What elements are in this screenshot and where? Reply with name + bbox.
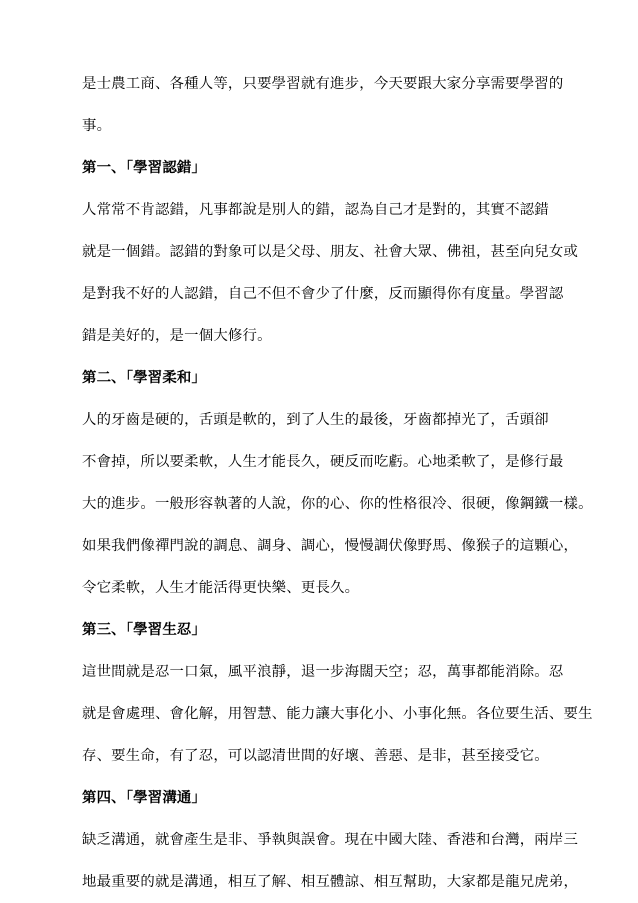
section-4-heading: 第四、「學習溝通」 xyxy=(82,790,207,806)
section-2-line-5: 令它柔軟，人生才能活得更快樂、更長久。 xyxy=(82,580,360,596)
section-4-line-2: 地最重要的就是溝通，相互了解、相互體諒、相互幫助，大家都是龍兄虎弟， xyxy=(82,874,579,890)
intro-line-2: 事。 xyxy=(82,118,112,134)
section-1-line-3: 是對我不好的人認錯，自己不但不會少了什麼，反而顯得你有度量。學習認 xyxy=(82,286,564,302)
section-2-heading: 第二、「學習柔和」 xyxy=(82,370,207,386)
section-3-line-2: 就是會處理、會化解，用智慧、能力讓大事化小、小事化無。各位要生活、要生 xyxy=(82,706,593,722)
section-3-heading: 第三、「學習生忍」 xyxy=(82,622,207,638)
section-3-line-3: 存、要生命，有了忍，可以認清世間的好壞、善惡、是非，甚至接受它。 xyxy=(82,748,549,764)
section-2-line-2: 不會掉，所以要柔軟，人生才能長久，硬反而吃虧。心地柔軟了，是修行最 xyxy=(82,454,564,470)
section-3-line-1: 這世間就是忍一口氣，風平浪靜，退一步海闊天空；忍，萬事都能消除。忍 xyxy=(82,664,564,680)
section-1-line-4: 錯是美好的，是一個大修行。 xyxy=(82,328,272,344)
section-1-heading: 第一、「學習認錯」 xyxy=(82,160,207,176)
section-1-line-2: 就是一個錯。認錯的對象可以是父母、朋友、社會大眾、佛祖，甚至向兒女或 xyxy=(82,244,579,260)
section-4-line-1: 缺乏溝通，就會產生是非、爭執與誤會。現在中國大陸、香港和台灣，兩岸三 xyxy=(82,832,579,848)
intro-line-1: 是士農工商、各種人等，只要學習就有進步，今天要跟大家分享需要學習的 xyxy=(82,76,564,92)
section-2-line-3: 大的進步。一般形容執著的人說，你的心、你的性格很冷、很硬，像鋼鐵一樣。 xyxy=(82,496,593,512)
section-2-line-4: 如果我們像禪門說的調息、調身、調心，慢慢調伏像野馬、像猴子的這顆心， xyxy=(82,538,579,554)
section-1-line-1: 人常常不肯認錯，凡事都說是別人的錯，認為自己才是對的，其實不認錯 xyxy=(82,202,549,218)
section-2-line-1: 人的牙齒是硬的，舌頭是軟的，到了人生的最後，牙齒都掉光了，舌頭卻 xyxy=(82,412,549,428)
